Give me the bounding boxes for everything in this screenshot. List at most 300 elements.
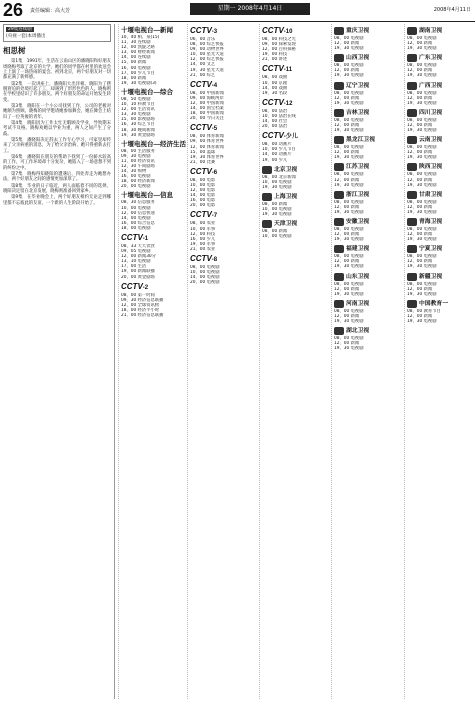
program-listing: 08、00 电视剧 [407, 117, 437, 123]
satellite-channel-header [407, 162, 474, 172]
editor-credit: 责任编辑：高大芳 [30, 8, 71, 14]
program-listing: 08、00 电视剧 [407, 145, 437, 151]
program-listing: 14、00 社会 [262, 119, 288, 125]
program-listing: 12、00 生活资讯 [121, 107, 155, 113]
program-listing: 08、00 电视剧 [334, 172, 364, 178]
program-listing: 08、30 信息服务 [121, 200, 155, 206]
program-listing: 12、30 午间剧场 [121, 163, 155, 169]
channel-title: 十堰电视台—经济生活 [121, 140, 186, 148]
station-logo-icon [407, 109, 417, 117]
program-listing: 10、00 少儿节目 [262, 147, 296, 153]
satellite-channel-header [334, 53, 403, 63]
station-name: 湖北卫视 [346, 328, 370, 335]
program-listing: 08、00 电视剧 [407, 63, 437, 69]
program-listing: 12、00 新闻 [407, 150, 433, 156]
program-listing: 18、30 晚间新闻 [121, 127, 155, 133]
program-listing: 08、00 体育新闻 [190, 134, 224, 140]
station-name: 重庆卫视 [346, 28, 370, 34]
station-name: 浙江卫视 [346, 191, 370, 198]
listing-column-3 [259, 24, 330, 699]
satellite-channel-header [407, 190, 474, 200]
station-logo-icon [407, 163, 417, 171]
program-listing: 19、30 体育世界 [190, 154, 224, 160]
program-listing: 14、00 电影 [190, 193, 216, 199]
cctv-channel-logo [190, 167, 217, 178]
cctv-wordmark: CCTV [121, 233, 143, 242]
program-listing: 19、30 电视剧 [334, 46, 364, 52]
listing-column-5 [404, 24, 474, 699]
program-listing: 18、00 新闻 [121, 75, 147, 81]
satellite-channel-header [334, 81, 403, 91]
cctv-wordmark: CCTV [262, 97, 284, 107]
program-listing: 12、00 体育新闻 [190, 144, 224, 150]
program-listing: 19、30 黄金剧场 [121, 132, 155, 138]
synopsis-paragraph: 第9集 在毕业晚会上，两个好朋友相约无论走到哪里都不忘彼此的友谊，一个新的人生阶段开始了。 [3, 195, 111, 206]
program-listing: 08、00 农业 [190, 221, 216, 227]
cctv-channel-logo [190, 80, 217, 91]
program-listing: 12、00 新闻 [334, 232, 360, 238]
program-listing: 19、30 电视剧 [334, 319, 364, 324]
program-listing: 19、30 电视剧 [262, 184, 292, 190]
novel-title: 相思树 [3, 46, 26, 56]
program-listing: 21、00 比赛 [190, 159, 216, 165]
satellite-channel-header [334, 217, 403, 227]
program-listing: 19、30 电视剧 [407, 182, 437, 188]
program-listing: 12、00 全球资讯榜 [121, 302, 160, 308]
station-name: 青海卫视 [419, 218, 443, 225]
synopsis-paragraph: 第5集 潘晓阳决定辞去工作专心学习，可家里却传来了父亲病重的消息，为了给父亲治病，她只得重新去打工。 [3, 138, 111, 154]
program-listing: 19、30 电视剧 [334, 346, 364, 352]
program-listing: 19、00 新闻联播 [121, 269, 155, 275]
program-listing: 09、05 电视剧 [121, 249, 151, 255]
program-listing: 08、00 电视剧 [334, 226, 364, 232]
program-listing: 08、00 电视剧 [407, 226, 437, 232]
novel-synopsis [3, 59, 111, 206]
cctv-channel-number: -7 [211, 213, 218, 220]
program-listing: 14、00 连续剧 [121, 55, 151, 61]
station-name: 吉林卫视 [346, 109, 370, 116]
program-listing: 10、00 电视剧 [262, 234, 292, 240]
program-listing: 08、00 北京新闻 [262, 174, 296, 180]
program-listing: 08、00 电视剧 [407, 254, 437, 260]
program-listing: 08、00 中国新闻 [190, 90, 224, 96]
program-listing: 08、00 电视剧 [334, 281, 364, 287]
station-name: 宁夏卫视 [419, 246, 443, 253]
station-logo-icon [334, 245, 344, 253]
program-listing: 08、00 电视剧 [407, 281, 437, 287]
program-listing: 12、00 新闻 [334, 341, 360, 347]
program-listing: 12、00 新闻 [407, 204, 433, 210]
program-listing: 08、00 戏曲 [262, 75, 288, 81]
cctv-channel-logo [262, 98, 292, 109]
cctv-channel-number: -11 [283, 67, 293, 74]
cctv-channel-number: -少儿 [283, 134, 298, 141]
program-listing: 08、50 电视剧 [121, 96, 151, 102]
listing-column-1 [118, 24, 186, 699]
synopsis-paragraph: 第4集 晓阳因为工作太忙无暇顾及学业，导致期末考试不及格。晓梅劝她以学业为重，两人之间产生了分歧。 [3, 120, 111, 137]
station-name: 福建卫视 [346, 246, 370, 253]
program-listing: 19、30 电视剧 [334, 264, 364, 270]
program-listing: 19、30 电视剧 [407, 319, 437, 324]
station-logo-icon [334, 54, 344, 62]
program-listing: 12、00 新闻 [407, 68, 433, 74]
station-name: 北京卫视 [274, 166, 298, 173]
program-listing: 15、00 影视剧场 [121, 117, 155, 123]
program-listing: 12、00 新闻 [334, 204, 360, 210]
program-listing: 16、00 电视剧 [121, 65, 151, 71]
novel-tag: 29集连续剧 [8, 27, 32, 32]
station-logo-icon [334, 109, 344, 117]
program-listing: 14、00 戏曲 [262, 85, 288, 91]
station-name: 甘肃卫视 [419, 191, 443, 198]
program-listing: 08、00 电视剧 [190, 265, 220, 270]
cctv-wordmark: CCTV [190, 26, 212, 35]
synopsis-paragraph: 第1集 1991年，生活在云南山区的潘晓阳和好朋友周晓梅考取了北京的大学，她们的同学都在村里的欢送会上上演了一场热闹的宴会。初到北京，两个好朋友对一切都充满了新鲜感。 [3, 59, 111, 81]
station-name: 河南卫视 [346, 300, 370, 307]
program-listing: 14、30 购物 [121, 169, 147, 175]
cctv-channel-number: -3 [211, 29, 218, 35]
program-listing: 10、10 科教节目 [121, 102, 155, 108]
synopsis-paragraph: 第6集 潘晓阳在朋友的帮助下找到了一份薪水较高的工作，可工作环境却十分复杂，她陷入了一场意想不到的纠纷之中。 [3, 155, 111, 171]
cctv-wordmark: CCTV [262, 26, 284, 35]
cctv-wordmark: CCTV [190, 123, 212, 133]
cctv-channel-logo [262, 64, 292, 75]
program-listing: 08、00 电视剧 [407, 90, 437, 96]
program-listing: 14、00 国宝档案 [190, 106, 224, 112]
program-listing: 19、30 电视剧 [407, 100, 437, 106]
satellite-channel-header [334, 135, 403, 145]
cctv-channel-number: -1 [142, 236, 149, 242]
station-name: 辽宁卫视 [346, 82, 370, 89]
program-listing: 08、00 电视剧 [334, 90, 364, 96]
program-listing: 19、30 电视剧 [407, 73, 437, 79]
program-listing: 10、00 京剧 [262, 80, 288, 86]
program-listing: 08、00 电视剧 [334, 36, 364, 41]
program-listing: 21、00 经济信息联播 [121, 313, 164, 319]
program-listing: 19、30 电视剧 [407, 237, 437, 243]
satellite-channel-header [407, 244, 474, 254]
program-listing: 19、30 电视剧 [407, 46, 437, 52]
program-listing: 10、00 电影 [190, 182, 216, 188]
program-listing: 18、00 电视剧 [121, 225, 151, 231]
satellite-channel-header [262, 165, 330, 175]
cctv-channel-logo [262, 26, 292, 37]
station-logo-icon [262, 166, 272, 174]
program-listing: 13、30 电视剧 [121, 112, 151, 118]
synopsis-paragraph: 第7集 晓梅得知晓阳的遭遇后，四处奔走为她想办法，两个好朋友之间的感情更加深厚了。 [3, 172, 111, 183]
program-listing: 19、30 电视剧 [334, 291, 364, 297]
satellite-channel-header [407, 53, 474, 63]
program-listing: 12、00 百科探秘 [262, 47, 296, 53]
program-listing: 08、00 电视剧 [334, 117, 364, 123]
program-listing: 19、30 电视剧 [334, 209, 364, 215]
program-listing: 19、30 电视剧 [407, 155, 437, 161]
program-listing: 20、00 电视剧 [121, 184, 151, 190]
satellite-channel-header [407, 135, 474, 145]
program-listing: 16、30 综艺节目 [121, 122, 155, 128]
program-listing: 16、00 电影 [190, 198, 216, 204]
program-listing: 19、30 电视剧 [334, 182, 364, 188]
program-listing: 14、00 文艺 [190, 62, 216, 68]
channel-title: 十堰电视台—信息 [121, 192, 173, 200]
program-listing: 06、00 音乐 [190, 37, 216, 42]
program-listing: 20、00 电影 [190, 203, 216, 209]
satellite-channel-header [334, 244, 403, 254]
program-listing: 13、00 财经新闻 [121, 50, 155, 56]
program-listing: 20、00 黄金剧场 [121, 274, 155, 280]
program-listing: 12、00 新闻 [407, 41, 433, 47]
satellite-channel-header [262, 192, 330, 202]
program-listing: 18、00 经济新闻 [121, 179, 155, 185]
station-name: 黑龙江卫视 [346, 137, 375, 144]
station-logo-icon [407, 191, 417, 199]
station-logo-icon [334, 327, 344, 335]
program-listing: 19、00 军事 [190, 241, 216, 247]
program-listing: 15、00 新闻 [121, 60, 147, 66]
station-logo-icon [407, 218, 417, 226]
cctv-wordmark: CCTV [262, 131, 284, 141]
program-listing: 08、00 电视剧 [334, 63, 364, 69]
satellite-channel-header [334, 162, 403, 172]
station-logo-icon [407, 245, 417, 253]
program-listing: 08、00 新闻 [262, 201, 288, 207]
program-listing: 12、00 新闻 [407, 122, 433, 128]
cctv-channel-logo [190, 123, 217, 134]
synopsis-paragraph: 第2集 一次讲座上，潘晓阳大出洋相。晓阳为了摆脱窘迫的处境打起了工，却遇到了形形色色的人。晓梅则在学校里结识了许多朋友。两个好朋友的命运开始发生转变。 [3, 81, 111, 103]
satellite-channel-header [407, 299, 474, 309]
satellite-channel-header [334, 272, 403, 282]
program-listing: 15、00 篮球 [190, 149, 216, 155]
station-logo-icon [334, 300, 344, 308]
cctv-wordmark: CCTV [190, 254, 212, 263]
synopsis-paragraph: 第3集 晓阳在一个小公司找到工作，公司的老板对她颇为照顾。晓梅的同学邀请她参加舞会，她在舞会上结识了一位英俊的青年。 [3, 103, 111, 120]
station-name: 山东卫视 [346, 273, 370, 280]
program-listing: 12、00 新闻 [334, 41, 360, 47]
cctv-wordmark: CCTV [121, 281, 143, 291]
program-listing: 08、33 天天饮食 [121, 244, 155, 249]
program-listing: 08、00 电视剧 [407, 199, 437, 205]
station-logo-icon [407, 82, 417, 90]
program-listing: 19、30 电视剧 [334, 237, 364, 243]
program-listing: 08、00 电影 [190, 177, 216, 183]
satellite-channel-header [334, 190, 403, 200]
satellite-channel-header [334, 299, 403, 309]
program-listing: 10、00 军事 [190, 226, 216, 232]
synopsis-paragraph: 第8集 毕业的日子临近，两人面临着不同的选择，晓阳决定留在北京发展，晓梅则准备回到家乡。 [3, 183, 111, 195]
station-logo-icon [407, 54, 417, 62]
program-listing: 08、00 电视剧 [334, 254, 364, 260]
program-listing: 16、00 电视剧 [121, 174, 151, 180]
station-name: 中国教育一 [419, 300, 448, 307]
program-listing: 19、00 少儿 [262, 157, 288, 163]
program-listing: 10、00 法治在线 [262, 113, 296, 119]
program-listing: 19、00 科技 [262, 52, 288, 58]
program-listing: 10、00 电视剧 [262, 179, 292, 185]
cctv-channel-number: -5 [211, 126, 218, 133]
program-listing: 08、00 新闻 [262, 229, 288, 235]
program-listing: 12、00 新闻 [407, 95, 433, 101]
program-listing: 08、00 教育节目 [407, 308, 441, 314]
program-listing: 08、00 动画片 [262, 142, 292, 148]
satellite-channel-header [407, 26, 474, 36]
program-listing: 12、00 新闻 [407, 232, 433, 238]
program-listing: 12、00 凯旋之路 [121, 45, 155, 51]
program-listing: 12、00 信息快递 [121, 210, 155, 216]
station-logo-icon [334, 82, 344, 90]
program-listing: 19、30 电视剧 [407, 128, 437, 134]
program-listing: 18、00 经济半小时 [121, 307, 160, 313]
cctv-channel-logo [190, 254, 217, 265]
program-listing: 08、00 电视剧 [334, 145, 364, 151]
program-listing: 08、00 电视剧 [334, 199, 364, 205]
station-name: 广西卫视 [419, 82, 443, 89]
channel-title: 十堰电视台—综合 [121, 88, 173, 96]
program-listing: 12、00 新闻 [334, 177, 360, 183]
program-listing: 19、30 电视剧 [334, 155, 364, 161]
program-listing: 08、00 电视剧 [334, 336, 364, 342]
program-listing: 10、00 电视剧 [262, 206, 292, 212]
program-listing: 12、00 新闻 [334, 313, 360, 319]
program-listing: 09、00 动物世界 [190, 47, 224, 53]
station-logo-icon [407, 136, 417, 144]
program-listing: 20、00 今日关注 [190, 116, 224, 122]
program-listing: 14、00 动画片 [262, 152, 292, 158]
station-name: 天津卫视 [274, 221, 298, 228]
cctv-channel-number: -4 [211, 82, 218, 89]
station-name: 安徽卫视 [346, 218, 370, 225]
program-listing: 09、30 经济信息联播 [121, 297, 164, 303]
station-name: 山西卫视 [346, 55, 370, 62]
station-logo-icon [262, 193, 272, 201]
program-listing: 09、00 体育世界 [190, 139, 224, 145]
cctv-channel-number: -8 [211, 257, 218, 263]
cctv-wordmark: CCTV [190, 79, 212, 89]
program-listing: 09、00 探索发现 [262, 42, 296, 48]
novel-column [3, 24, 115, 699]
station-name: 陕西卫视 [419, 164, 443, 171]
station-logo-icon [334, 273, 344, 281]
program-listing: 12、00 新闻 [407, 286, 433, 292]
program-listing: 19、30 电视剧 [334, 73, 364, 79]
novel-subtitle: (央视一套)本周播出 [6, 34, 46, 40]
program-listing: 08、00 电视剧 [407, 36, 437, 41]
program-listing: 20、00 法治 [262, 124, 288, 130]
program-listing: 13、10 电视剧 [121, 259, 151, 265]
satellite-channel-header [407, 272, 474, 282]
program-listing: 08、00 电视剧 [407, 172, 437, 178]
station-name: 四川卫视 [419, 109, 443, 116]
cctv-channel-logo [121, 282, 148, 293]
cctv-channel-logo [190, 210, 217, 221]
program-listing: 12、00 新闻 [407, 177, 433, 183]
program-listing: 14、00 电视剧 [121, 215, 151, 221]
station-logo-icon [407, 300, 417, 308]
station-name: 上海卫视 [274, 193, 298, 200]
program-listing: 12、00 新闻 [334, 95, 360, 101]
cctv-channel-number: -12 [283, 100, 293, 107]
station-logo-icon [262, 220, 272, 228]
program-listing: 12、00 中国新闻 [190, 100, 224, 106]
cctv-channel-logo [121, 233, 148, 244]
program-listing: 21、00 农业 [190, 246, 216, 252]
program-listing: 17、00 生活 [121, 264, 147, 270]
cctv-wordmark: CCTV [190, 166, 212, 176]
program-listing: 12、00 新闻 [334, 150, 360, 156]
program-listing: 09、00 海峡两岸 [190, 95, 224, 101]
satellite-channel-header [407, 81, 474, 91]
station-logo-icon [334, 191, 344, 199]
cctv-channel-number: -10 [283, 29, 293, 35]
satellite-channel-header [334, 26, 403, 36]
station-name: 新疆卫视 [419, 273, 443, 280]
program-listing: 14、00 电视剧 [190, 275, 220, 281]
satellite-channel-header [407, 108, 474, 118]
program-listing: 12、00 电影 [190, 188, 216, 194]
day-date-band: 星期一 2008年4月14日 [190, 3, 310, 15]
program-listing: 12、00 新闻 [334, 259, 360, 265]
program-listing: 12、00 新闻30分 [121, 254, 156, 260]
cctv-channel-number: -6 [211, 169, 218, 176]
page-header [0, 0, 475, 22]
listing-column-4 [331, 24, 403, 699]
program-listing: 19、30 电视剧 [407, 209, 437, 215]
station-logo-icon [334, 163, 344, 171]
program-listing: 12、00 新闻 [407, 259, 433, 265]
program-listing: 17、00 少儿节目 [121, 70, 155, 76]
cctv-wordmark: CCTV [190, 210, 212, 220]
page-number: 26 [3, 0, 24, 20]
cctv-channel-number: -2 [142, 284, 149, 291]
program-listing: 19、30 名段 [262, 90, 288, 96]
program-listing: 08、00 第一时间 [121, 292, 155, 298]
program-listing: 08、00 科技之光 [262, 37, 296, 42]
station-name: 湖南卫视 [419, 28, 443, 34]
program-listing: 12、00 科技 [190, 231, 216, 237]
cctv-wordmark: CCTV [262, 64, 284, 74]
station-logo-icon [334, 27, 344, 35]
issue-date: 2008年4月11日 [433, 7, 471, 13]
program-listing: 10、00 电视剧 [121, 205, 151, 211]
program-listing: 16、00 少儿 [190, 236, 216, 242]
program-listing: 12、00 新闻 [407, 313, 433, 319]
program-listing: 10、00 星光大道 [190, 52, 224, 58]
program-listing: 19、30 电视剧 [334, 128, 364, 134]
program-listing: 16、00 综合信息 [121, 220, 155, 226]
channel-title: 十堰电视台—新闻 [121, 27, 173, 34]
program-listing: 20、00 电视剧 [190, 280, 220, 286]
station-name: 广东卫视 [419, 55, 443, 62]
program-listing: 21、00 综艺 [190, 72, 216, 78]
program-listing: 10、40 相、泉(15) [121, 35, 160, 40]
program-listing: 19、30 星光大道 [190, 67, 224, 73]
program-listing: 12、00 新闻 [334, 68, 360, 74]
program-listing: 19、30 电视剧 [407, 291, 437, 297]
program-listing: 19、30 电视剧 [262, 212, 292, 218]
program-listing: 10、00 电视剧 [190, 270, 220, 276]
program-listing: 08、00 生活服务 [121, 148, 155, 154]
satellite-channel-header [407, 217, 474, 227]
program-listing: 11、00 经济资讯 [121, 158, 155, 164]
station-name: 云南卫视 [419, 137, 443, 144]
program-listing: 11、30 连续剧 [121, 40, 151, 46]
program-listing: 08、00 综艺快报 [190, 42, 224, 48]
cctv-channel-logo [190, 26, 217, 37]
station-logo-icon [334, 136, 344, 144]
cctv-channel-logo [262, 131, 298, 142]
station-logo-icon [407, 273, 417, 281]
program-listing: 12、00 综艺快报 [190, 57, 224, 63]
program-listing: 19、30 电视剧 [407, 264, 437, 270]
